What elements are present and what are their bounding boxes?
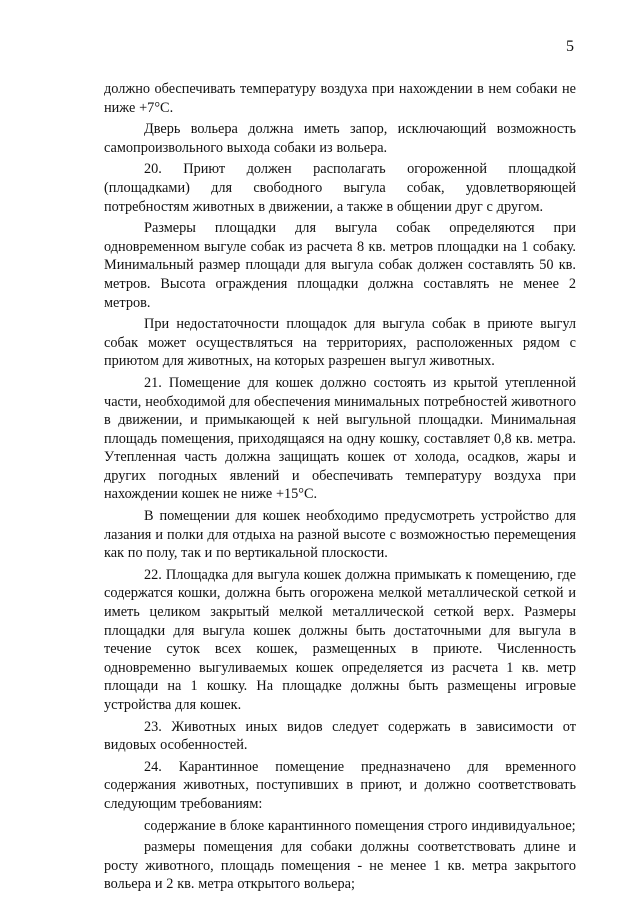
paragraph-enclosure-door-lock: Дверь вольера должна иметь запор, исключающий возможность самопроизвольного выхода собаки из вольера.: [104, 121, 576, 156]
paragraph-item-20: 20. Приют должен располагать огороженной площадкой (площадками) для свободного выгула собак, удовлетворяющей потребностям животных в движении, а также в общении друг с другом.: [104, 161, 576, 215]
paragraph-item-21: 21. Помещение для кошек должно состоять из крытой утепленной части, необходимой для обеспечения минимальных потребностей животного в движении, и примыкающей к ней выгульной площадки. Минимальная площадь помещения, приходящаяся на одну кошку, составляет 0,8 кв. метра. Утепленная часть должна защищать кошек от холода, осадков, жары и других погодных явлений и обеспечивать температуру воздуха при нахождении кошек не ниже +15°С.: [104, 374, 576, 503]
paragraph-dog-enclosure-temperature: должно обеспечивать температуру воздуха при нахождении в нем собаки не ниже +7°С.: [104, 81, 576, 116]
paragraph-quarantine-individual: содержание в блоке карантинного помещения строго индивидуальное;: [144, 817, 576, 834]
paragraph-item-24: 24. Карантинное помещение предназначено для временного содержания животных, поступивших в приют, и должно соответствовать следующим требованиям:: [104, 758, 576, 812]
paragraph-dog-walk-outside: При недостаточности площадок для выгула собак в приюте выгул собак может осуществляться на территориях, расположенных рядом с приютом для животных, на которых разрешен выгул животных.: [104, 316, 576, 370]
page-number: 5: [566, 38, 574, 55]
paragraph-dog-area-size: Размеры площадки для выгула собак определяются при одновременном выгуле собак из расчета 8 кв. метров площадки на 1 собаку. Минимальный размер площади для выгула собак должен составлять 50 кв. метров. Высота ограждения площадки должна составлять не менее 2 метров.: [104, 220, 576, 311]
paragraph-item-23: 23. Животных иных видов следует содержать в зависимости от видовых особенностей.: [104, 718, 576, 754]
paragraph-cat-climbing: В помещении для кошек необходимо предусмотреть устройство для лазания и полки для отдыха на разной высоте с возможностью перемещения как по полу, так и по вертикальной плоскости.: [104, 508, 576, 562]
paragraph-quarantine-dog-size: размеры помещения для собаки должны соответствовать длине и росту животного, площадь помещения - не менее 1 кв. метра закрытого вольера и 2 кв. метра открытого вольера;: [104, 839, 576, 893]
document-body: [104, 80, 576, 897]
paragraph-item-22: 22. Площадка для выгула кошек должна примыкать к помещению, где содержатся кошки, должна быть огорожена мелкой металлической сеткой и иметь целиком закрытый мелкой металлической сеткой верх. Размеры площадки для выгула кошек должны быть достаточными для выгула в течение суток всех кошек, размещенных в приюте. Численность одновременно выгуливаемых кошек определяется из расчета 1 кв. метр площади на 1 кошку. На площадке должны быть размещены игровые устройства для кошек.: [104, 566, 576, 713]
